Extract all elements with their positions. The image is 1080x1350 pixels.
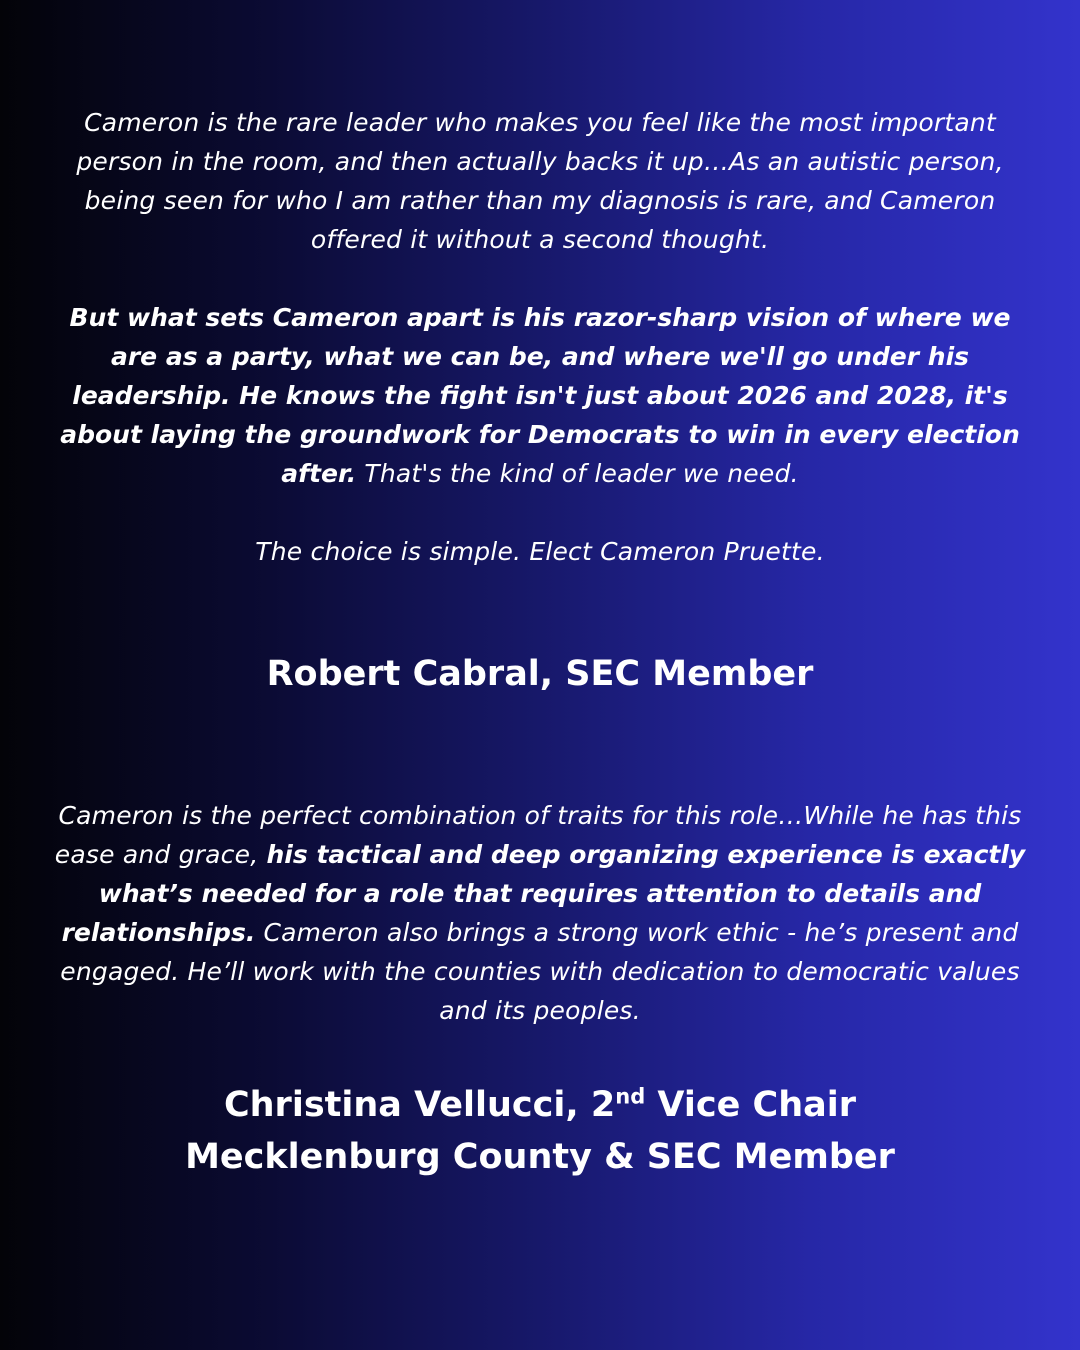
testimonial-1-body — [50, 298, 1030, 493]
testimonial-2-highlight: his tactical and deep organizing experience is exactly what’s needed for a role that requires attention to details and relationships. — [61, 840, 1026, 947]
attribution-line-2: Mecklenburg County & SEC Member — [185, 1137, 895, 1177]
testimonial-1-highlight: But what sets Cameron apart is his razor-sharp vision of where we are as a party, what we can be, and where we'll go under his leadership. He knows the fight isn't just about 2026 and 2028, it's about laying the groundwork for Democrats to win in every election after. — [60, 303, 1020, 488]
testimonial-1-closing: The choice is simple. Elect Cameron Pruette. — [255, 537, 825, 566]
testimonial-2-quote — [50, 796, 1030, 1030]
attribution-ordinal-suffix: nd — [615, 1084, 646, 1109]
testimonial-1-attribution: Robert Cabral, SEC Member — [266, 654, 814, 694]
attribution-role: Vice Chair — [657, 1085, 857, 1125]
testimonial-2-body — [50, 796, 1030, 1030]
testimonial-1-after-highlight: That's the kind of leader we need. — [364, 459, 799, 488]
testimonial-2-lead: Cameron is the perfect combination of traits for this role…While he has this ease and grace, — [54, 801, 1022, 869]
testimonial-2-tail: Cameron also brings a strong work ethic - he’s present and engaged. He’ll work with the counties with dedication to democratic values and its peoples. — [60, 918, 1020, 1025]
attribution-name: Christina Vellucci, 2 — [223, 1085, 616, 1125]
testimonial-2-attribution — [40, 1079, 1040, 1183]
paragraph-spacer — [50, 259, 1030, 298]
testimonial-1-intro: Cameron is the rare leader who makes you feel like the most important person in the room, and then actually backs it up…As an autistic person, being seen for who I am rather than my diagnosis is rare, and Cameron offered it without a second thought. — [76, 108, 1004, 254]
attribution-line-1 — [40, 1079, 1040, 1131]
paragraph-spacer — [50, 493, 1030, 532]
testimonial-1-quote — [50, 103, 1030, 571]
